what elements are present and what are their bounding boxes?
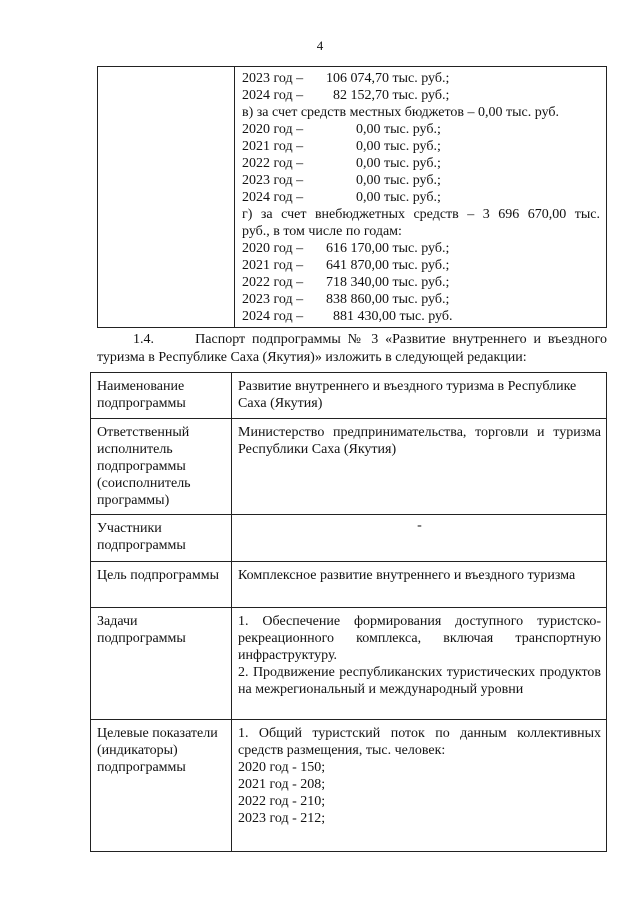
funding-year: 2020 год – [242,122,304,137]
row-label: Целевые показатели (индикаторы) подпрограммы [91,720,232,852]
row-value: Развитие внутреннего и въездного туризма в Республике Саха (Якутия) [232,373,607,419]
indicator-item: 2023 год - 212; [238,811,326,826]
extra-budget-heading-line2: руб., в том числе по годам: [242,224,402,239]
funding-year: 2024 год – [242,309,304,324]
row-label: Цель подпрограммы [91,562,232,608]
funding-amount: 641 870,00 тыс. руб.; [326,258,450,273]
paragraph-line-1: 1.4. Паспорт подпрограммы № 3 «Развитие внутреннего и въездного [133,332,607,347]
row-label: Наименование подпрограммы [91,373,232,419]
funding-row [242,274,600,291]
funding-year: 2023 год – [242,71,304,86]
page-number: 4 [316,38,324,53]
extra-budget-heading-line1: г) за счет внебюджетных средств – 3 696 670,00 тыс. [242,207,600,222]
column-divider [234,67,235,327]
funding-row [242,155,600,172]
row-label: Задачи подпрограммы [91,608,232,720]
funding-table [97,66,607,328]
funding-year: 2020 год – [242,241,304,256]
funding-amount: 0,00 тыс. руб.; [356,190,441,205]
row-value [232,720,607,852]
table-row [91,562,607,608]
funding-amount: 838 860,00 тыс. руб.; [326,292,450,307]
funding-cell [242,70,600,325]
funding-row [242,172,600,189]
indicator-item: 2021 год - 208; [238,777,326,792]
row-value [232,608,607,720]
passport-table [90,372,607,852]
row-value: Министерство предпринимательства, торговли и туризма Республики Саха (Якутия) [232,419,607,515]
funding-row [242,70,600,87]
funding-amount: 0,00 тыс. руб.; [356,156,441,171]
table-row [91,515,607,562]
table-row [91,373,607,419]
table-row [91,419,607,515]
funding-year: 2024 год – [242,190,304,205]
funding-amount: 0,00 тыс. руб.; [356,122,441,137]
funding-amount: 616 170,00 тыс. руб.; [326,241,450,256]
funding-row [242,291,600,308]
funding-row [242,189,600,206]
funding-row [242,87,600,104]
row-value: - [232,515,607,562]
funding-year: 2022 год – [242,275,304,290]
funding-year: 2022 год – [242,156,304,171]
funding-year: 2021 год – [242,258,304,273]
row-label: Ответственный исполнитель подпрограммы (соисполнитель программы) [91,419,232,515]
funding-amount: 881 430,00 тыс. руб. [333,309,453,324]
section-paragraph [97,331,607,367]
table-row [91,608,607,720]
row-value: Комплексное развитие внутреннего и въездного туризма [232,562,607,608]
funding-year: 2023 год – [242,292,304,307]
funding-row [242,121,600,138]
funding-row [242,240,600,257]
indicator-item: 2020 год - 150; [238,760,326,775]
row-label: Участники подпрограммы [91,515,232,562]
paragraph-line-2: туризма в Республике Саха (Якутия)» изложить в следующей редакции: [97,350,527,365]
funding-amount: 0,00 тыс. руб.; [356,173,441,188]
task-item: 1. Обеспечение формирования доступного туристско-рекреационного комплекса, включая транспортную инфраструктуру. [238,614,601,663]
funding-row [242,257,600,274]
funding-row [242,138,600,155]
funding-year: 2021 год – [242,139,304,154]
funding-year: 2023 год – [242,173,304,188]
funding-amount: 0,00 тыс. руб.; [356,139,441,154]
task-item: 2. Продвижение республиканских туристических продуктов на межрегиональный и международный уровни [238,665,601,697]
local-budget-heading: в) за счет средств местных бюджетов – 0,00 тыс. руб. [242,105,560,120]
funding-year: 2024 год – [242,88,304,103]
indicator-item: 1. Общий туристский поток по данным коллективных средств размещения, тыс. человек: [238,726,601,758]
funding-amount: 82 152,70 тыс. руб.; [333,88,450,103]
funding-row [242,308,600,325]
table-row [91,720,607,852]
indicator-item: 2022 год - 210; [238,794,326,809]
funding-amount: 106 074,70 тыс. руб.; [326,71,450,86]
funding-amount: 718 340,00 тыс. руб.; [326,275,450,290]
